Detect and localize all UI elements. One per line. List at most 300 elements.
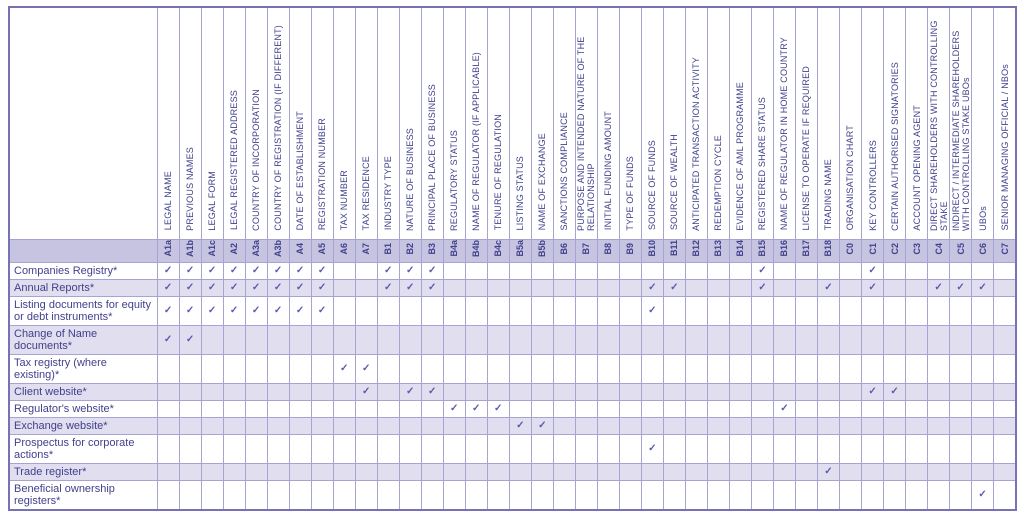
matrix-cell-C2 (884, 354, 906, 383)
matrix-cell-A1b (179, 296, 201, 325)
matrix-table (8, 6, 1017, 511)
matrix-cell-B11 (663, 400, 685, 417)
check-icon: ✓ (251, 304, 261, 316)
column-header-label: SOURCE OF WEALTH (669, 134, 680, 231)
matrix-cell-C2 (884, 279, 906, 296)
matrix-cell-A5 (311, 417, 333, 434)
matrix-cell-B2 (399, 279, 421, 296)
matrix-cell-B12 (685, 279, 707, 296)
matrix-cell-A3b (267, 296, 289, 325)
check-icon: ✓ (185, 333, 195, 345)
column-code-label: B4b (471, 239, 482, 257)
matrix-cell-B15 (751, 296, 773, 325)
column-code-label: A7 (361, 242, 372, 255)
matrix-cell-A1c (201, 463, 223, 480)
matrix-cell-A5 (311, 383, 333, 400)
matrix-cell-B8 (597, 417, 619, 434)
matrix-cell-C6 (972, 279, 994, 296)
check-icon: ✓ (207, 264, 217, 276)
matrix-cell-C1 (862, 354, 884, 383)
matrix-cell-B11 (663, 262, 685, 279)
matrix-cell-A6 (333, 296, 355, 325)
column-header-B9 (619, 7, 641, 239)
matrix-cell-A7 (355, 279, 377, 296)
matrix-cell-B5a (509, 354, 531, 383)
column-header-label: KEY CONTROLLERS (867, 139, 878, 231)
column-code-B11 (663, 239, 685, 262)
matrix-cell-B3 (421, 354, 443, 383)
matrix-cell-B8 (597, 480, 619, 510)
row-label: Trade register* (9, 463, 157, 480)
matrix-cell-A3b (267, 383, 289, 400)
matrix-cell-B17 (795, 279, 817, 296)
matrix-cell-A3b (267, 400, 289, 417)
column-code-label: B17 (801, 239, 812, 257)
matrix-cell-B3 (421, 434, 443, 463)
matrix-cell-C1 (862, 383, 884, 400)
matrix-cell-A7 (355, 480, 377, 510)
matrix-cell-B6 (553, 417, 575, 434)
matrix-cell-B13 (707, 463, 729, 480)
matrix-cell-A3a (245, 354, 267, 383)
matrix-cell-C3 (906, 296, 928, 325)
check-icon: ✓ (273, 264, 283, 276)
check-icon: ✓ (868, 281, 877, 293)
matrix-cell-C5 (950, 296, 972, 325)
column-header-label: REGULATORY STATUS (449, 129, 460, 231)
column-header-label: LEGAL REGISTERED ADDRESS (229, 90, 240, 231)
matrix-cell-B10 (641, 325, 663, 354)
column-code-label: C3 (911, 242, 922, 255)
matrix-cell-B4c (487, 463, 509, 480)
matrix-cell-B7 (575, 400, 597, 417)
matrix-cell-B5b (531, 463, 553, 480)
matrix-cell-B14 (729, 417, 751, 434)
matrix-cell-C3 (906, 463, 928, 480)
matrix-cell-B16 (773, 417, 795, 434)
matrix-cell-A7 (355, 354, 377, 383)
column-code-B17 (795, 239, 817, 262)
matrix-cell-B14 (729, 325, 751, 354)
matrix-cell-B5a (509, 279, 531, 296)
matrix-cell-A2 (223, 262, 245, 279)
matrix-cell-B13 (707, 279, 729, 296)
column-header-B4b (465, 7, 487, 239)
matrix-cell-C7 (994, 383, 1016, 400)
matrix-cell-B16 (773, 354, 795, 383)
corner-cell (9, 7, 157, 239)
column-header-label: ANTICIPATED TRANSACTION ACTIVITY (691, 56, 702, 231)
matrix-cell-A4 (289, 480, 311, 510)
column-header-A1c (201, 7, 223, 239)
matrix-cell-C4 (928, 463, 950, 480)
column-code-label: B11 (669, 240, 680, 257)
matrix-cell-B3 (421, 480, 443, 510)
matrix-cell-A3a (245, 417, 267, 434)
column-header-B1 (377, 7, 399, 239)
matrix-cell-C7 (994, 463, 1016, 480)
matrix-cell-C1 (862, 480, 884, 510)
code-corner-cell (9, 239, 157, 262)
column-code-B7 (575, 239, 597, 262)
matrix-cell-C6 (972, 417, 994, 434)
matrix-cell-C0 (839, 417, 861, 434)
document-source-matrix (8, 6, 1017, 511)
matrix-cell-C4 (928, 325, 950, 354)
matrix-cell-B17 (795, 417, 817, 434)
column-code-B4a (443, 239, 465, 262)
matrix-cell-C6 (972, 463, 994, 480)
matrix-cell-B4a (443, 463, 465, 480)
column-code-label: C6 (977, 242, 988, 255)
matrix-cell-C5 (950, 434, 972, 463)
matrix-cell-B12 (685, 417, 707, 434)
row-label: Prospectus for corporate actions* (9, 434, 157, 463)
matrix-cell-A4 (289, 383, 311, 400)
check-icon: ✓ (295, 281, 305, 293)
matrix-cell-B4c (487, 279, 509, 296)
matrix-cell-C6 (972, 296, 994, 325)
matrix-cell-A2 (223, 325, 245, 354)
check-icon: ✓ (185, 281, 195, 293)
check-icon: ✓ (163, 281, 173, 293)
matrix-cell-C4 (928, 279, 950, 296)
matrix-cell-B4b (465, 417, 487, 434)
column-header-label: DATE OF ESTABLISHMENT (295, 111, 306, 231)
column-code-B12 (685, 239, 707, 262)
matrix-cell-C7 (994, 417, 1016, 434)
matrix-cell-B2 (399, 417, 421, 434)
matrix-cell-C2 (884, 480, 906, 510)
column-header-B4a (443, 7, 465, 239)
matrix-cell-C1 (862, 296, 884, 325)
matrix-cell-A7 (355, 463, 377, 480)
matrix-cell-B5a (509, 296, 531, 325)
matrix-cell-B4b (465, 434, 487, 463)
source-row (9, 480, 1016, 510)
matrix-cell-C1 (862, 463, 884, 480)
check-icon: ✓ (494, 402, 503, 414)
column-code-C2 (884, 239, 906, 262)
matrix-cell-C7 (994, 262, 1016, 279)
matrix-cell-A2 (223, 354, 245, 383)
matrix-cell-B18 (817, 480, 839, 510)
matrix-cell-B15 (751, 417, 773, 434)
matrix-cell-B16 (773, 434, 795, 463)
matrix-cell-A6 (333, 417, 355, 434)
matrix-cell-B6 (553, 383, 575, 400)
matrix-cell-C4 (928, 262, 950, 279)
matrix-cell-B18 (817, 400, 839, 417)
matrix-cell-A1b (179, 383, 201, 400)
matrix-cell-B10 (641, 279, 663, 296)
column-code-label: B3 (427, 242, 438, 255)
matrix-cell-B11 (663, 417, 685, 434)
matrix-cell-B14 (729, 262, 751, 279)
matrix-cell-A1a (157, 400, 179, 417)
column-code-label: A3a (251, 239, 262, 257)
matrix-cell-B10 (641, 296, 663, 325)
matrix-cell-B4b (465, 463, 487, 480)
matrix-cell-B17 (795, 354, 817, 383)
matrix-cell-B16 (773, 400, 795, 417)
matrix-cell-A3a (245, 279, 267, 296)
column-header-B5b (531, 7, 553, 239)
matrix-cell-B1 (377, 400, 399, 417)
matrix-cell-B8 (597, 463, 619, 480)
matrix-cell-B5b (531, 434, 553, 463)
matrix-cell-B3 (421, 262, 443, 279)
matrix-cell-C0 (839, 400, 861, 417)
matrix-cell-A7 (355, 262, 377, 279)
check-icon: ✓ (339, 362, 349, 374)
matrix-cell-A3a (245, 383, 267, 400)
matrix-cell-C5 (950, 354, 972, 383)
column-header-label: ACCOUNT OPENING AGENT (911, 104, 922, 231)
matrix-cell-B6 (553, 354, 575, 383)
column-header-label: CERTAIN AUTHORISED SIGNATORIES (889, 61, 900, 231)
matrix-cell-B5b (531, 279, 553, 296)
matrix-cell-B16 (773, 383, 795, 400)
matrix-cell-B10 (641, 354, 663, 383)
matrix-cell-A4 (289, 279, 311, 296)
matrix-cell-A1a (157, 325, 179, 354)
matrix-cell-B11 (663, 279, 685, 296)
matrix-cell-C7 (994, 434, 1016, 463)
matrix-cell-B15 (751, 400, 773, 417)
matrix-cell-B12 (685, 480, 707, 510)
matrix-cell-B16 (773, 262, 795, 279)
check-icon: ✓ (648, 304, 657, 316)
matrix-cell-A5 (311, 434, 333, 463)
check-icon: ✓ (428, 281, 437, 293)
matrix-cell-A6 (333, 463, 355, 480)
check-icon: ✓ (361, 385, 371, 397)
column-code-A1a (157, 239, 179, 262)
matrix-cell-B12 (685, 354, 707, 383)
column-code-B15 (751, 239, 773, 262)
matrix-cell-B18 (817, 434, 839, 463)
matrix-cell-B4a (443, 262, 465, 279)
matrix-cell-B4c (487, 296, 509, 325)
matrix-cell-B6 (553, 463, 575, 480)
matrix-cell-A1a (157, 463, 179, 480)
matrix-cell-A7 (355, 434, 377, 463)
matrix-cell-A5 (311, 354, 333, 383)
source-row (9, 434, 1016, 463)
column-code-label: B2 (405, 242, 416, 255)
column-code-label: A4 (295, 242, 306, 255)
matrix-cell-B4c (487, 383, 509, 400)
matrix-cell-B13 (707, 434, 729, 463)
column-code-label: B6 (559, 242, 570, 255)
column-code-label: B7 (581, 242, 592, 255)
row-label: Beneficial ownership registers* (9, 480, 157, 510)
matrix-cell-B6 (553, 262, 575, 279)
column-code-C7 (994, 239, 1016, 262)
matrix-cell-A6 (333, 279, 355, 296)
matrix-cell-A1c (201, 400, 223, 417)
check-icon: ✓ (405, 281, 415, 293)
matrix-cell-B4b (465, 400, 487, 417)
column-code-A5 (311, 239, 333, 262)
column-header-label: NATURE OF BUSINESS (405, 127, 416, 231)
check-icon: ✓ (978, 488, 987, 500)
column-header-A5 (311, 7, 333, 239)
check-icon: ✓ (185, 304, 195, 316)
matrix-cell-B16 (773, 463, 795, 480)
matrix-cell-C6 (972, 434, 994, 463)
matrix-cell-B9 (619, 262, 641, 279)
check-icon: ✓ (207, 304, 217, 316)
matrix-cell-A1c (201, 434, 223, 463)
column-code-label: C4 (933, 242, 944, 255)
source-row (9, 383, 1016, 400)
matrix-cell-C7 (994, 296, 1016, 325)
matrix-cell-A1a (157, 354, 179, 383)
matrix-cell-B4b (465, 383, 487, 400)
column-header-A2 (223, 7, 245, 239)
check-icon: ✓ (868, 264, 877, 276)
matrix-cell-B12 (685, 400, 707, 417)
matrix-cell-B3 (421, 417, 443, 434)
check-icon: ✓ (317, 264, 327, 276)
matrix-cell-A6 (333, 383, 355, 400)
matrix-cell-B16 (773, 325, 795, 354)
column-code-label: A6 (339, 242, 350, 255)
matrix-cell-B13 (707, 383, 729, 400)
matrix-cell-A1b (179, 325, 201, 354)
column-code-B1 (377, 239, 399, 262)
column-header-label: TAX RESIDENCE (361, 156, 372, 231)
row-label: Change of Name documents* (9, 325, 157, 354)
column-header-C4 (928, 7, 950, 239)
matrix-cell-C7 (994, 325, 1016, 354)
matrix-cell-B10 (641, 383, 663, 400)
column-header-label: EVIDENCE OF AML PROGRAMME (735, 81, 746, 231)
matrix-cell-C4 (928, 434, 950, 463)
column-header-A6 (333, 7, 355, 239)
column-header-label: REGISTERED SHARE STATUS (757, 97, 768, 231)
matrix-cell-B8 (597, 383, 619, 400)
column-code-label: B18 (823, 239, 834, 257)
matrix-cell-C3 (906, 434, 928, 463)
column-code-label: C0 (845, 242, 856, 255)
matrix-cell-B1 (377, 279, 399, 296)
matrix-cell-B11 (663, 383, 685, 400)
matrix-cell-B15 (751, 279, 773, 296)
matrix-cell-C4 (928, 383, 950, 400)
matrix-cell-B4c (487, 480, 509, 510)
column-code-label: B14 (735, 239, 746, 257)
column-code-label: B8 (603, 242, 614, 255)
matrix-cell-B7 (575, 463, 597, 480)
column-header-B5a (509, 7, 531, 239)
matrix-cell-C2 (884, 296, 906, 325)
matrix-cell-B4b (465, 354, 487, 383)
matrix-cell-B17 (795, 480, 817, 510)
column-header-C1 (862, 7, 884, 239)
matrix-cell-B9 (619, 296, 641, 325)
column-code-label: B5b (537, 239, 548, 257)
check-icon: ✓ (670, 281, 679, 293)
matrix-cell-A2 (223, 279, 245, 296)
matrix-cell-B2 (399, 463, 421, 480)
matrix-cell-B4c (487, 417, 509, 434)
matrix-cell-A4 (289, 434, 311, 463)
matrix-cell-B2 (399, 296, 421, 325)
matrix-cell-B13 (707, 400, 729, 417)
matrix-cell-C7 (994, 400, 1016, 417)
column-header-label: INITIAL FUNDING AMOUNT (603, 111, 614, 231)
matrix-cell-C5 (950, 400, 972, 417)
check-icon: ✓ (251, 281, 261, 293)
matrix-cell-B9 (619, 400, 641, 417)
matrix-cell-C7 (994, 480, 1016, 510)
matrix-cell-B8 (597, 296, 619, 325)
matrix-cell-B5a (509, 463, 531, 480)
matrix-cell-B8 (597, 262, 619, 279)
matrix-cell-B13 (707, 325, 729, 354)
matrix-cell-C2 (884, 463, 906, 480)
matrix-cell-A3a (245, 434, 267, 463)
column-code-B18 (817, 239, 839, 262)
matrix-cell-B1 (377, 417, 399, 434)
matrix-cell-B15 (751, 325, 773, 354)
matrix-cell-C2 (884, 434, 906, 463)
matrix-cell-A1c (201, 480, 223, 510)
column-header-label: INDUSTRY TYPE (383, 156, 394, 231)
matrix-cell-A6 (333, 325, 355, 354)
check-icon: ✓ (758, 264, 767, 276)
source-row (9, 325, 1016, 354)
column-header-C3 (906, 7, 928, 239)
matrix-cell-B15 (751, 262, 773, 279)
column-header-C7 (994, 7, 1016, 239)
matrix-cell-C6 (972, 400, 994, 417)
matrix-cell-B5b (531, 325, 553, 354)
matrix-cell-B5b (531, 383, 553, 400)
matrix-cell-B5b (531, 417, 553, 434)
column-header-B18 (817, 7, 839, 239)
matrix-cell-A4 (289, 325, 311, 354)
matrix-cell-A6 (333, 434, 355, 463)
matrix-cell-C3 (906, 400, 928, 417)
matrix-cell-B1 (377, 463, 399, 480)
column-header-B15 (751, 7, 773, 239)
check-icon: ✓ (295, 304, 305, 316)
matrix-cell-A1c (201, 296, 223, 325)
matrix-cell-B17 (795, 434, 817, 463)
check-icon: ✓ (405, 264, 415, 276)
column-header-C0 (839, 7, 861, 239)
column-code-label: B10 (647, 239, 658, 257)
matrix-cell-B4c (487, 434, 509, 463)
matrix-cell-A6 (333, 354, 355, 383)
matrix-cell-C2 (884, 325, 906, 354)
column-header-B2 (399, 7, 421, 239)
column-code-label: B12 (691, 239, 702, 257)
column-header-C2 (884, 7, 906, 239)
matrix-cell-A1b (179, 354, 201, 383)
matrix-cell-B4a (443, 296, 465, 325)
matrix-cell-C2 (884, 417, 906, 434)
check-icon: ✓ (538, 419, 547, 431)
column-code-A3b (267, 239, 289, 262)
matrix-cell-A3b (267, 417, 289, 434)
matrix-cell-C7 (994, 354, 1016, 383)
matrix-cell-B7 (575, 417, 597, 434)
